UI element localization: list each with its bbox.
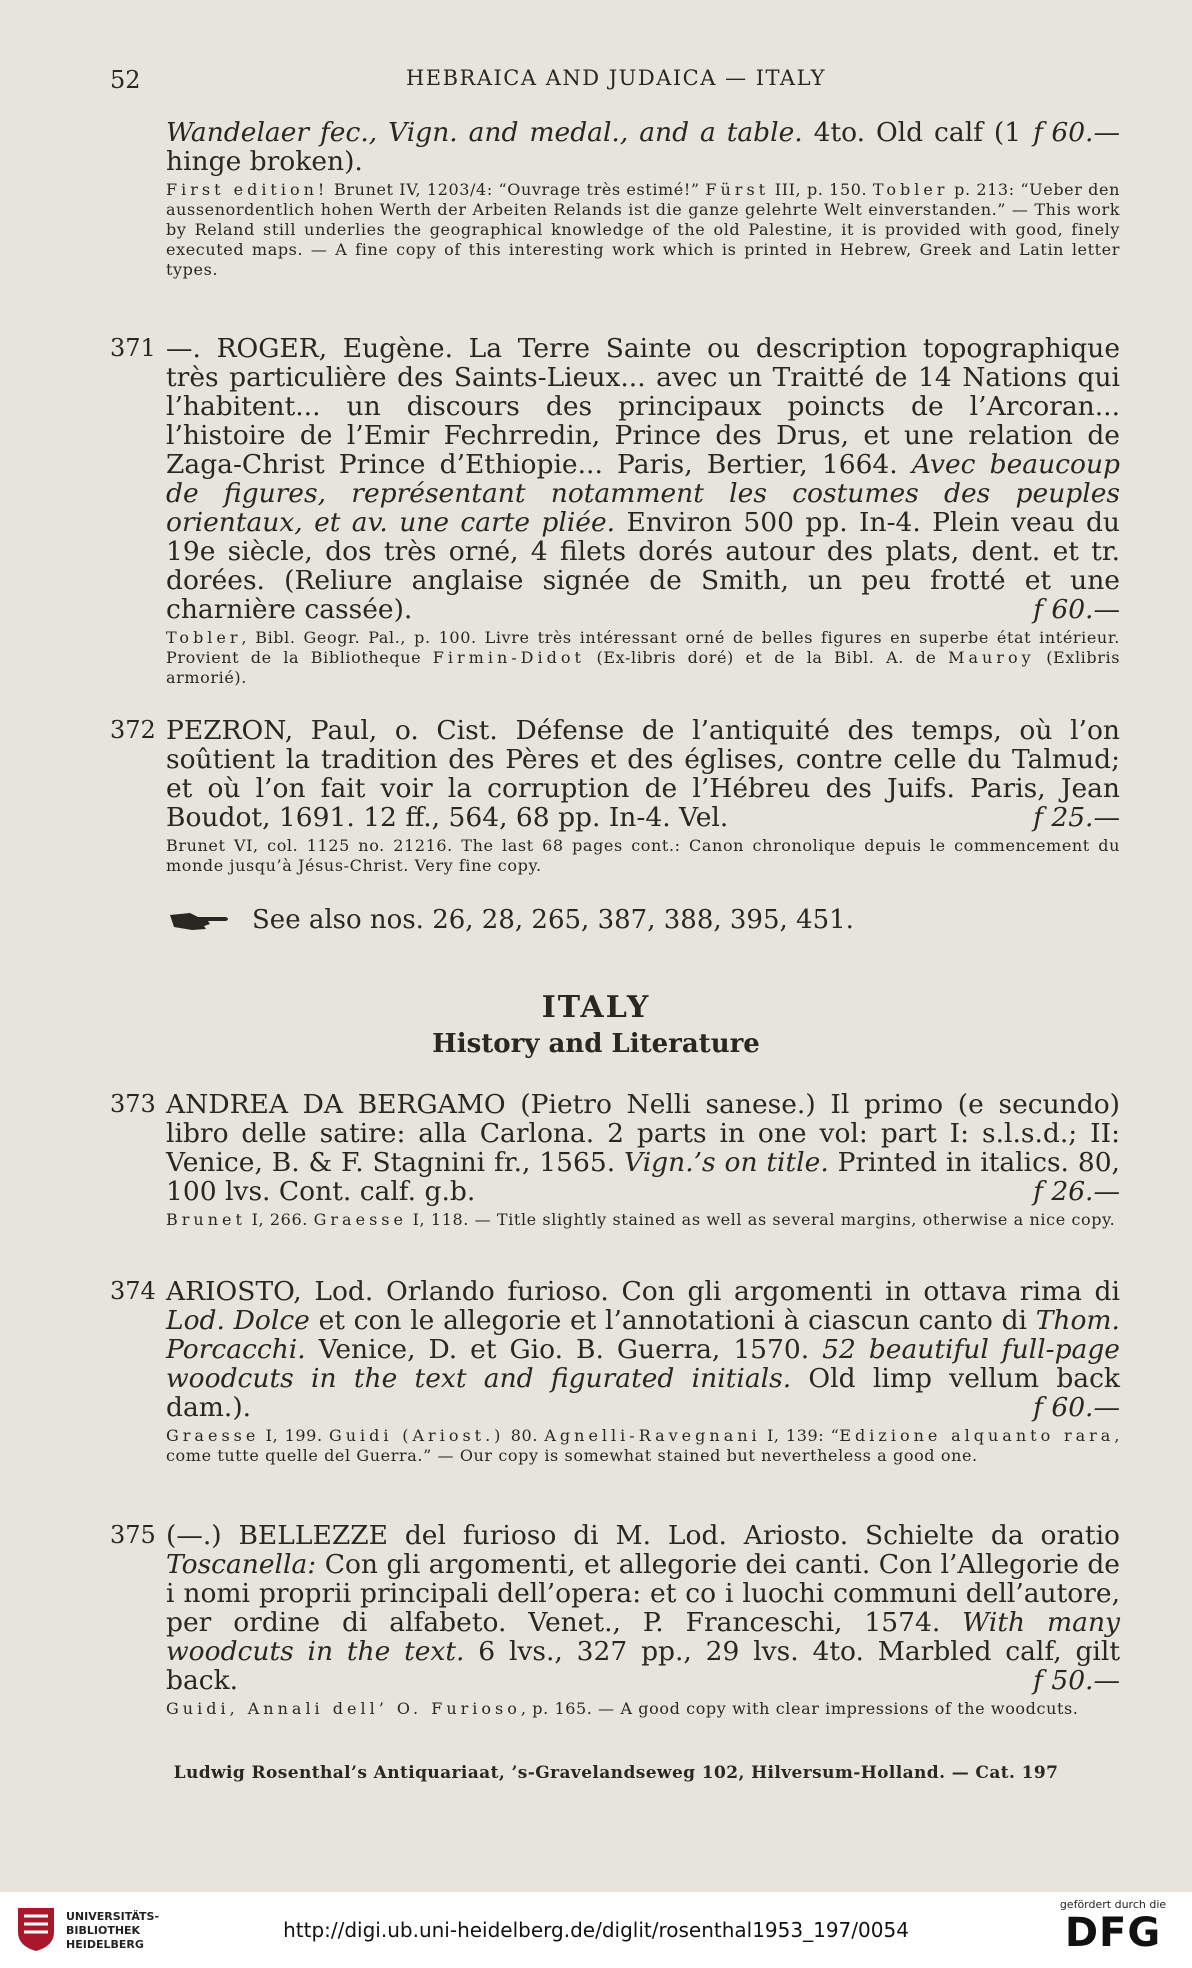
catalog-entry: 373 ANDREA DA BERGAMO (Pietro Nelli sanese.) Il primo (e secundo) libro delle satire: alla Carlona. 2 parts in one vol: part I: s.l.s.d.; II: Venice, B. & F. Stagnini fr., 1565. Vign.’s on title. Printed in italics. 80, 100 lvs. Cont. calf. g.b. f 26.— Brunet I, 266. Graesse I, 118. — Title slightly stained as well as several margins, otherwise a nice copy. bbox=[110, 1089, 1120, 1229]
page-footer: Ludwig Rosenthal’s Antiquariaat, ’s-Gravelandseweg 102, Hilversum-Holland. — Cat. 197 bbox=[173, 1763, 1059, 1783]
price: f 50.— bbox=[1033, 1665, 1120, 1696]
section-title: ITALY bbox=[541, 990, 651, 1025]
price: f 60.— bbox=[1033, 1392, 1120, 1423]
section-subtitle: History and Literature bbox=[432, 1029, 760, 1059]
catalog-entry: 375 (—.) BELLEZZE del furioso di M. Lod. Ariosto. Schielte da oratio Toscanella: Con gli argomenti, et allegorie dei canti. Con l’Allegorie de i nomi proprii principali dell’opera: et co i luochi communi dell’autore, per ordine di alfabeto. Venet., P. Franceschi, 1574. With many woodcuts in the text. 6 lvs., 327 pp., 29 lvs. 4to. Marbled calf, gilt back. f 50.— Guidi, Annali dell’ O. Furioso, p. 165. — A good copy with clear impressions of the woodcuts. bbox=[110, 1520, 1121, 1718]
bibliographic-note: Guidi, Annali dell’ O. Furioso, p. 165. — A good copy with clear impressions of the woodcuts. bbox=[166, 1699, 1079, 1718]
entry-number: 371 bbox=[110, 334, 156, 362]
price: f 25.— bbox=[1033, 802, 1120, 833]
catalog-entry: 372 PEZRON, Paul, o. Cist. Défense de l’antiquité des temps, où l’on soûtient la tradition des Pères et des églises, contre celle du Talmud; et où l’on fait voir la corruption de l’Hébreu des Juifs. Paris, Jean Boudot, 1691. 12 ff., 564, 68 pp. In-4. Vel. f 25.— Brunet VI, col. 1125 no. 21216. The last 68 pages cont.: Canon chronolique depuis le commencement du monde jusqu’à Jésus-Christ. Very fine copy. bbox=[110, 715, 1120, 875]
bibliographic-note: Graesse I, 199. Guidi (Ariost.) 80. Agnelli-Ravegnani I, 139: “Edizione alquanto rara, come tutte quelle del Guerra.” — Our copy is somewhat stained but nevertheless a good one. bbox=[166, 1426, 1121, 1465]
catalog-entry: 371 —. ROGER, Eugène. La Terre Sainte ou description topographique très particulière des Saints-Lieux... avec un Traitté de 14 Nations qui l’habitent... un discours des principaux poincts de l’Arcoran... l’histoire de l’Emir Fechrredin, Prince des Drus, et une relation de Zaga-Christ Prince d’Ethiopie... Paris, Bertier, 1664. Avec beaucoup de figures, représentant notamment les costumes des peuples orientaux, et av. une carte pliée. Environ 500 pp. In-4. Plein veau du 19e siècle, dos très orné, 4 filets dorés autour des plats, dent. et tr. dorées. (Reliure anglaise signée de Smith, un peu frotté et une charnière cassée). f 60.— Tobler, Bibl. Geogr. Pal., p. 100. Livre très intéressant orné de belles figures en superbe état intérieur. Provient de la Bibliotheque Firmin-Didot (Ex-libris doré) et de la Bibl. A. de Mauroy (Exlibris armorié). bbox=[110, 333, 1121, 687]
entry-number: 375 bbox=[110, 1521, 156, 1549]
pointing-hand-icon bbox=[168, 909, 230, 933]
entry-number: 374 bbox=[110, 1277, 156, 1305]
bibliographic-note: Brunet I, 266. Graesse I, 118. — Title slightly stained as well as several margins, otherwise a nice copy. bbox=[166, 1210, 1116, 1229]
entry-number: 373 bbox=[110, 1090, 156, 1118]
price: f 26.— bbox=[1033, 1176, 1120, 1207]
dfg-logo: gefördert durch die DFG bbox=[1059, 1898, 1167, 1956]
page-number: 52 bbox=[110, 66, 141, 94]
viewer-bottom-bar: UNIVERSITÄTS- BIBLIOTHEK HEIDELBERG http://digi.ub.uni-heidelberg.de/diglit/rosenthal1953_197/0054 gefördert durch die DFG bbox=[0, 1892, 1192, 1968]
bibliographic-note: Tobler, Bibl. Geogr. Pal., p. 100. Livre très intéressant orné de belles figures en superbe état intérieur. Provient de la Bibliotheque Firmin-Didot (Ex-libris doré) et de la Bibl. A. de Mauroy (Exlibris armorié). bbox=[166, 628, 1121, 687]
price: f 60.— bbox=[1033, 594, 1120, 625]
section-heading bbox=[0, 990, 1192, 1059]
price: f 60.— bbox=[1033, 117, 1120, 148]
entry-continuation: f 60.— Wandelaer fec., Vign. and medal., and a table. 4to. Old calf (1 hinge broken). First edition! Brunet IV, 1203/4: “Ouvrage très estimé!” Fürst III, p. 150. Tobler p. 213: “Ueber den aussenordentlich hohen Werth der Arbeiten Relands ist die ganze gelehrte Welt einverstanden.” — This work by Reland still underlies the geographical knowledge of the old Palestine, it is provided with good, finely executed maps. — A fine copy of this interesting work which is printed in Hebrew, Greek and Latin letter types. bbox=[166, 117, 1120, 279]
bibliographic-note: Brunet VI, col. 1125 no. 21216. The last 68 pages cont.: Canon chronolique depuis le commencement du monde jusqu’à Jésus-Christ. Very fine copy. bbox=[166, 836, 1120, 875]
bibliographic-note: First edition! Brunet IV, 1203/4: “Ouvrage très estimé!” Fürst III, p. 150. Tobler p. 213: “Ueber den aussenordentlich hohen Werth der Arbeiten Relands ist die ganze gelehrte Welt einverstanden.” — This work by Reland still underlies the geographical knowledge of the old Palestine, it is provided with good, finely executed maps. — A fine copy of this interesting work which is printed in Hebrew, Greek and Latin letter types. bbox=[166, 180, 1120, 279]
source-url[interactable]: http://digi.ub.uni-heidelberg.de/diglit/rosenthal1953_197/0054 bbox=[283, 1918, 909, 1942]
entry-number: 372 bbox=[110, 716, 156, 744]
see-also-line: See also nos. 26, 28, 265, 387, 388, 395, 451. bbox=[168, 905, 854, 935]
catalog-entry: 374 ARIOSTO, Lod. Orlando furioso. Con gli argomenti in ottava rima di Lod. Dolce et con le allegorie et l’annotationi à ciascun canto di Thom. Porcacchi. Venice, D. et Gio. B. Guerra, 1570. 52 beautiful full-page woodcuts in the text and figurated initials. Old limp vellum back dam.). f 60.— Graesse I, 199. Guidi (Ariost.) 80. Agnelli-Ravegnani I, 139: “Edizione alquanto rara, come tutte quelle del Guerra.” — Our copy is somewhat stained but nevertheless a good one. bbox=[110, 1276, 1121, 1465]
running-title: HEBRAICA AND JUDAICA — ITALY bbox=[405, 66, 827, 90]
